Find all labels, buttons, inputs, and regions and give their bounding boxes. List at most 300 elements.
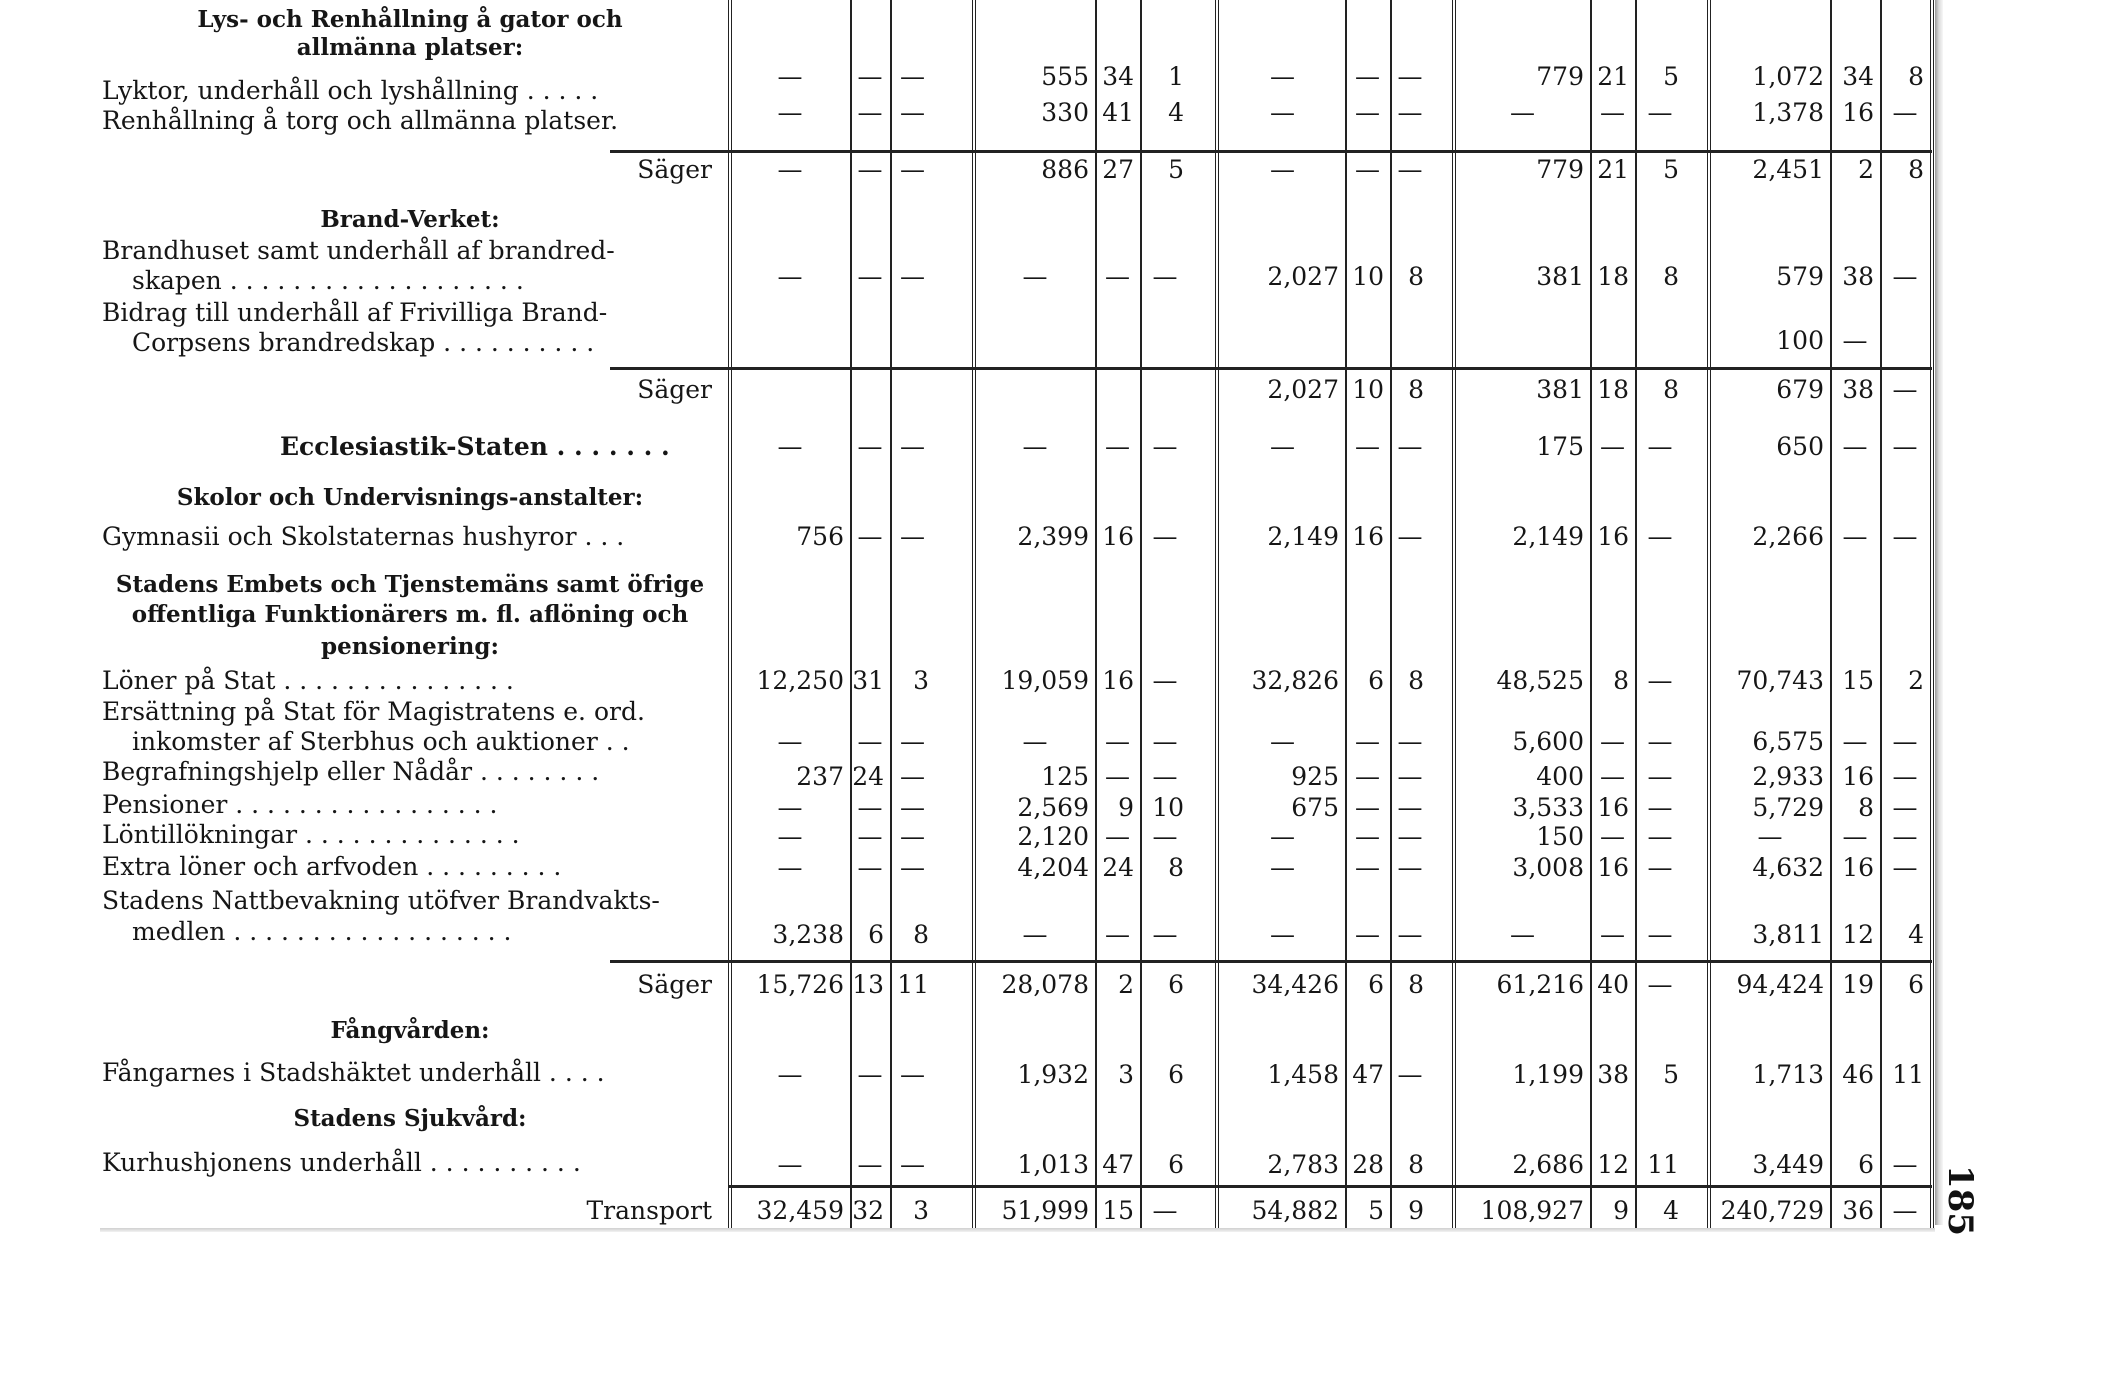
row-label: Kurhushjonens underhåll . . . . . . . . . .: [102, 1148, 581, 1177]
data-row-cell: 2,783: [1267, 1150, 1339, 1179]
row-label: Renhållning å torg och allmänna platser.: [102, 106, 619, 135]
data-row-cell: —: [1355, 793, 1380, 822]
section-heading: pensionering:: [321, 633, 499, 660]
total-row-cell: 679: [1776, 375, 1824, 404]
data-row-cell: 16: [1842, 853, 1874, 882]
data-row-cell: —: [900, 62, 925, 91]
data-row-cell: —: [1022, 432, 1048, 461]
data-row-cell: 5: [1663, 62, 1679, 91]
total-row-cell: —: [1270, 155, 1295, 184]
row-label: Gymnasii och Skolstaternas hushyror . . .: [102, 522, 625, 551]
total-row-cell: —: [777, 155, 803, 184]
data-row-cell: —: [1270, 98, 1295, 127]
data-row-cell: —: [1152, 666, 1178, 695]
data-row-cell: —: [1510, 920, 1535, 949]
data-row-cell: 400: [1536, 762, 1584, 791]
data-row-cell: —: [1892, 793, 1918, 822]
total-row-cell: —: [900, 155, 925, 184]
data-row-cell: 38: [1597, 1060, 1629, 1089]
transport-row-cell: 15: [1102, 1196, 1134, 1225]
data-row-cell: —: [1647, 762, 1673, 791]
data-row-cell: —: [1647, 432, 1673, 461]
data-row-cell: —: [1600, 822, 1625, 851]
section-heading: Brand-Verket:: [320, 206, 500, 233]
data-row-cell: 8: [1168, 853, 1184, 882]
data-row-cell: 330: [1041, 98, 1089, 127]
data-row-cell: —: [1397, 762, 1423, 791]
data-row-cell: —: [900, 432, 925, 461]
transport-row-cell: 32,459: [756, 1196, 844, 1225]
data-row-cell: —: [1647, 666, 1673, 695]
data-row-cell: —: [900, 522, 925, 551]
data-row-cell: —: [857, 727, 883, 756]
total-label: Säger: [637, 375, 712, 404]
section-rule: [610, 960, 1932, 963]
data-row-cell: —: [1892, 262, 1918, 291]
section-rule: [610, 367, 1932, 370]
transport-row-cell: 108,927: [1480, 1196, 1584, 1225]
data-row-cell: 2,149: [1267, 522, 1339, 551]
total-row-cell: 8: [1408, 970, 1424, 999]
total-row-cell: 2,451: [1752, 155, 1824, 184]
data-row-cell: 1,378: [1752, 98, 1824, 127]
row-label: Brandhuset samt underhåll af brandred-: [102, 236, 615, 265]
transport-row-cell: —: [1152, 1196, 1178, 1225]
section-rule: [728, 1185, 1932, 1188]
data-row-cell: —: [1270, 920, 1295, 949]
total-label: Säger: [637, 970, 712, 999]
paper-edge-shadow: [1935, 0, 1943, 1225]
row-label: Fångarnes i Stadshäktet underhåll . . . .: [102, 1058, 605, 1087]
total-row-cell: 13: [852, 970, 884, 999]
data-row-cell: 16: [1102, 522, 1134, 551]
data-row-cell: —: [1270, 822, 1295, 851]
data-row-cell: —: [1355, 920, 1380, 949]
row-label: medlen . . . . . . . . . . . . . . . . . .: [132, 917, 512, 946]
data-row-cell: 10: [1352, 262, 1384, 291]
total-row-cell: —: [1397, 155, 1423, 184]
total-row-cell: 27: [1102, 155, 1134, 184]
transport-label: Transport: [586, 1196, 712, 1225]
section-heading: offentliga Funktionärers m. fl. aflöning och: [131, 601, 689, 628]
transport-row-cell: 36: [1842, 1196, 1874, 1225]
total-row-cell: 38: [1842, 375, 1874, 404]
total-row-cell: —: [1355, 155, 1380, 184]
data-row-cell: 8: [1858, 793, 1874, 822]
total-row-cell: 2,027: [1267, 375, 1339, 404]
total-row-cell: 18: [1597, 375, 1629, 404]
data-row-cell: 8: [1408, 1150, 1424, 1179]
data-row-cell: —: [1152, 822, 1178, 851]
total-row-cell: 15,726: [756, 970, 844, 999]
data-row-cell: —: [1757, 822, 1783, 851]
data-row-cell: —: [777, 62, 803, 91]
total-row-cell: 6: [1368, 970, 1384, 999]
data-row-cell: 4: [1908, 920, 1924, 949]
total-row-cell: 6: [1908, 970, 1924, 999]
data-row-cell: 1,072: [1752, 62, 1824, 91]
data-row-cell: 2,027: [1267, 262, 1339, 291]
data-row-cell: —: [900, 853, 925, 882]
total-row-cell: 2: [1118, 970, 1134, 999]
data-row-cell: —: [1647, 793, 1673, 822]
total-row-cell: 34,426: [1251, 970, 1339, 999]
data-row-cell: 6: [1168, 1060, 1184, 1089]
data-row-cell: —: [1842, 522, 1868, 551]
data-row-cell: —: [857, 793, 883, 822]
data-row-cell: —: [1270, 853, 1295, 882]
data-row-cell: 34: [1102, 62, 1134, 91]
data-row-cell: —: [1355, 98, 1380, 127]
total-row-cell: 28,078: [1001, 970, 1089, 999]
data-row-cell: 6: [868, 920, 884, 949]
data-row-cell: 3,533: [1512, 793, 1584, 822]
data-row-cell: 12: [1597, 1150, 1629, 1179]
data-row-cell: 8: [1663, 262, 1679, 291]
data-row-cell: —: [900, 262, 925, 291]
transport-row-cell: 5: [1368, 1196, 1384, 1225]
data-row-cell: 5,600: [1512, 727, 1584, 756]
data-row-cell: —: [857, 822, 883, 851]
data-row-cell: 8: [1908, 62, 1924, 91]
total-row-cell: 5: [1168, 155, 1184, 184]
data-row-cell: —: [1647, 98, 1673, 127]
data-row-cell: 12,250: [756, 666, 844, 695]
data-row-cell: —: [900, 762, 925, 791]
data-row-cell: 2,933: [1752, 762, 1824, 791]
data-row-cell: 150: [1536, 822, 1584, 851]
paper-bottom-edge: [100, 1228, 1935, 1232]
data-row-cell: 24: [852, 762, 884, 791]
data-row-cell: —: [1842, 822, 1868, 851]
data-row-cell: —: [1600, 432, 1625, 461]
row-label: Ecclesiastik-Staten . . . . . . .: [280, 432, 670, 461]
row-label: Stadens Nattbevakning utöfver Brandvakts-: [102, 886, 660, 915]
data-row-cell: —: [1270, 727, 1295, 756]
data-row-cell: 579: [1776, 262, 1824, 291]
data-row-cell: 3,238: [772, 920, 844, 949]
data-row-cell: —: [1105, 920, 1130, 949]
data-row-cell: —: [777, 793, 803, 822]
data-row-cell: —: [857, 262, 883, 291]
section-heading: Stadens Embets och Tjenstemäns samt öfrige: [115, 571, 705, 598]
row-label: Löner på Stat . . . . . . . . . . . . . . .: [102, 666, 514, 695]
total-row-cell: 5: [1663, 155, 1679, 184]
data-row-cell: —: [1892, 432, 1918, 461]
data-row-cell: 8: [1613, 666, 1629, 695]
data-row-cell: —: [1397, 98, 1423, 127]
data-row-cell: 11: [1647, 1150, 1679, 1179]
data-row-cell: 2,399: [1017, 522, 1089, 551]
data-row-cell: —: [777, 1060, 803, 1089]
transport-row-cell: 4: [1663, 1196, 1679, 1225]
data-row-cell: 3: [1118, 1060, 1134, 1089]
data-row-cell: 8: [1408, 262, 1424, 291]
data-row-cell: 16: [1842, 98, 1874, 127]
data-row-cell: —: [1397, 62, 1423, 91]
total-row-cell: 21: [1597, 155, 1629, 184]
data-row-cell: 11: [1892, 1060, 1924, 1089]
data-row-cell: 3: [913, 666, 929, 695]
total-row-cell: 10: [1352, 375, 1384, 404]
data-row-cell: 100: [1776, 326, 1824, 355]
data-row-cell: 675: [1291, 793, 1339, 822]
group-double-rule: [1930, 0, 1934, 1228]
data-row-cell: 38: [1842, 262, 1874, 291]
data-row-cell: —: [900, 727, 925, 756]
transport-row-cell: 9: [1613, 1196, 1629, 1225]
data-row-cell: 125: [1041, 762, 1089, 791]
total-row-cell: 8: [1908, 155, 1924, 184]
data-row-cell: —: [1152, 522, 1178, 551]
data-row-cell: 555: [1041, 62, 1089, 91]
data-row-cell: —: [1152, 920, 1178, 949]
total-row-cell: 8: [1408, 375, 1424, 404]
data-row-cell: —: [1355, 822, 1380, 851]
data-row-cell: —: [1270, 432, 1295, 461]
data-row-cell: —: [1152, 432, 1178, 461]
data-row-cell: 16: [1102, 666, 1134, 695]
data-row-cell: 70,743: [1736, 666, 1824, 695]
row-label: Begrafningshjelp eller Nådår . . . . . . . .: [102, 757, 600, 786]
data-row-cell: 756: [796, 522, 844, 551]
data-row-cell: 4: [1168, 98, 1184, 127]
data-row-cell: 2,266: [1752, 522, 1824, 551]
data-row-cell: —: [1355, 62, 1380, 91]
data-row-cell: 31: [852, 666, 884, 695]
data-row-cell: —: [857, 62, 883, 91]
data-row-cell: —: [1397, 822, 1423, 851]
transport-row-cell: —: [1892, 1196, 1918, 1225]
section-heading: Lys- och Renhållning å gator och: [197, 6, 623, 33]
data-row-cell: —: [1355, 432, 1380, 461]
total-row-cell: 6: [1168, 970, 1184, 999]
total-row-cell: 381: [1536, 375, 1584, 404]
transport-row-cell: 32: [852, 1196, 884, 1225]
total-row-cell: 2: [1858, 155, 1874, 184]
data-row-cell: —: [1892, 98, 1918, 127]
data-row-cell: —: [1105, 432, 1130, 461]
data-row-cell: —: [1647, 920, 1673, 949]
data-row-cell: —: [1397, 1060, 1423, 1089]
data-row-cell: 12: [1842, 920, 1874, 949]
data-row-cell: —: [900, 98, 925, 127]
data-row-cell: 8: [913, 920, 929, 949]
data-row-cell: —: [1600, 762, 1625, 791]
data-row-cell: 175: [1536, 432, 1584, 461]
data-row-cell: —: [1892, 727, 1918, 756]
data-row-cell: —: [1892, 522, 1918, 551]
data-row-cell: 16: [1597, 522, 1629, 551]
row-label: inkomster af Sterbhus och auktioner . .: [132, 727, 630, 756]
data-row-cell: —: [1105, 762, 1130, 791]
data-row-cell: 2,686: [1512, 1150, 1584, 1179]
data-row-cell: —: [1022, 262, 1048, 291]
section-heading: allmänna platser:: [296, 34, 524, 61]
total-row-cell: —: [1892, 375, 1918, 404]
data-row-cell: —: [1397, 522, 1423, 551]
transport-row-cell: 54,882: [1251, 1196, 1339, 1225]
data-row-cell: 237: [796, 762, 844, 791]
data-row-cell: —: [857, 1150, 883, 1179]
data-row-cell: —: [857, 522, 883, 551]
section-heading: Stadens Sjukvård:: [293, 1105, 527, 1132]
data-row-cell: —: [1600, 98, 1625, 127]
data-row-cell: 1,932: [1017, 1060, 1089, 1089]
row-label: Löntillökningar . . . . . . . . . . . . . .: [102, 820, 520, 849]
data-row-cell: —: [900, 793, 925, 822]
data-row-cell: 3,811: [1752, 920, 1824, 949]
data-row-cell: 32,826: [1251, 666, 1339, 695]
data-row-cell: 6: [1368, 666, 1384, 695]
data-row-cell: —: [900, 1150, 925, 1179]
data-row-cell: —: [1647, 853, 1673, 882]
data-row-cell: 46: [1842, 1060, 1874, 1089]
data-row-cell: —: [1892, 1150, 1918, 1179]
data-row-cell: —: [1397, 793, 1423, 822]
transport-row-cell: 3: [913, 1196, 929, 1225]
data-row-cell: —: [1355, 762, 1380, 791]
data-row-cell: —: [1892, 853, 1918, 882]
data-row-cell: —: [1892, 822, 1918, 851]
data-row-cell: 16: [1597, 793, 1629, 822]
row-label: Lyktor, underhåll och lyshållning . . . . .: [102, 76, 599, 105]
data-row-cell: —: [1152, 727, 1178, 756]
total-row-cell: 11: [897, 970, 929, 999]
data-row-cell: —: [1397, 432, 1423, 461]
data-row-cell: —: [857, 853, 883, 882]
data-row-cell: 41: [1102, 98, 1134, 127]
data-row-cell: —: [777, 262, 803, 291]
data-row-cell: 4,632: [1752, 853, 1824, 882]
data-row-cell: —: [1647, 522, 1673, 551]
data-row-cell: 381: [1536, 262, 1584, 291]
transport-row-cell: 240,729: [1720, 1196, 1824, 1225]
data-row-cell: 16: [1352, 522, 1384, 551]
total-row-cell: 19: [1842, 970, 1874, 999]
group-double-rule: [1215, 0, 1219, 1228]
data-row-cell: —: [1152, 762, 1178, 791]
total-row-cell: 94,424: [1736, 970, 1824, 999]
data-row-cell: —: [1105, 727, 1130, 756]
data-row-cell: 24: [1102, 853, 1134, 882]
data-row-cell: —: [900, 1060, 925, 1089]
row-label: Ersättning på Stat för Magistratens e. ord.: [102, 697, 645, 726]
row-label: Corpsens brandredskap . . . . . . . . . .: [132, 328, 595, 357]
data-row-cell: —: [900, 822, 925, 851]
data-row-cell: —: [857, 1060, 883, 1089]
data-row-cell: —: [1022, 727, 1048, 756]
data-row-cell: 4,204: [1017, 853, 1089, 882]
total-row-cell: —: [1647, 970, 1673, 999]
data-row-cell: —: [1600, 727, 1625, 756]
section-heading: Skolor och Undervisnings-anstalter:: [176, 484, 644, 511]
data-row-cell: 1,013: [1017, 1150, 1089, 1179]
data-row-cell: 5,729: [1752, 793, 1824, 822]
data-row-cell: —: [1355, 853, 1380, 882]
data-row-cell: 779: [1536, 62, 1584, 91]
total-row-cell: —: [857, 155, 883, 184]
data-row-cell: 650: [1776, 432, 1824, 461]
data-row-cell: 925: [1291, 762, 1339, 791]
data-row-cell: 34: [1842, 62, 1874, 91]
data-row-cell: —: [1647, 727, 1673, 756]
data-row-cell: —: [1105, 822, 1130, 851]
data-row-cell: 47: [1352, 1060, 1384, 1089]
data-row-cell: —: [777, 1150, 803, 1179]
data-row-cell: —: [1510, 98, 1535, 127]
data-row-cell: 6: [1858, 1150, 1874, 1179]
transport-row-cell: 9: [1408, 1196, 1424, 1225]
transport-row-cell: 51,999: [1001, 1196, 1089, 1225]
section-heading: Fångvården:: [330, 1017, 490, 1044]
data-row-cell: 48,525: [1496, 666, 1584, 695]
data-row-cell: 1: [1168, 62, 1184, 91]
data-row-cell: 5: [1663, 1060, 1679, 1089]
data-row-cell: 21: [1597, 62, 1629, 91]
data-row-cell: 1,713: [1752, 1060, 1824, 1089]
data-row-cell: 18: [1597, 262, 1629, 291]
data-row-cell: 16: [1842, 762, 1874, 791]
data-row-cell: —: [1842, 727, 1868, 756]
data-row-cell: —: [1355, 727, 1380, 756]
row-label: Bidrag till underhåll af Frivilliga Brand-: [102, 298, 608, 327]
data-row-cell: 2,569: [1017, 793, 1089, 822]
data-row-cell: —: [1152, 262, 1178, 291]
total-row-cell: 886: [1041, 155, 1089, 184]
data-row-cell: —: [777, 822, 803, 851]
row-label: Pensioner . . . . . . . . . . . . . . . . .: [102, 790, 498, 819]
data-row-cell: 15: [1842, 666, 1874, 695]
data-row-cell: —: [777, 432, 803, 461]
data-row-cell: —: [1842, 326, 1868, 355]
data-row-cell: 16: [1597, 853, 1629, 882]
data-row-cell: —: [1270, 62, 1295, 91]
data-row-cell: 2,149: [1512, 522, 1584, 551]
data-row-cell: —: [777, 853, 803, 882]
total-row-cell: 61,216: [1496, 970, 1584, 999]
data-row-cell: —: [1600, 920, 1625, 949]
data-row-cell: —: [857, 98, 883, 127]
data-row-cell: 10: [1152, 793, 1184, 822]
total-label: Säger: [637, 155, 712, 184]
data-row-cell: 1,199: [1512, 1060, 1584, 1089]
data-row-cell: —: [1892, 762, 1918, 791]
total-row-cell: 8: [1663, 375, 1679, 404]
data-row-cell: 9: [1118, 793, 1134, 822]
total-row-cell: 40: [1597, 970, 1629, 999]
data-row-cell: —: [1842, 432, 1868, 461]
data-row-cell: 1,458: [1267, 1060, 1339, 1089]
data-row-cell: 2,120: [1017, 822, 1089, 851]
data-row-cell: 2: [1908, 666, 1924, 695]
total-row-cell: 779: [1536, 155, 1584, 184]
data-row-cell: —: [1397, 853, 1423, 882]
data-row-cell: 6,575: [1752, 727, 1824, 756]
row-label: skapen . . . . . . . . . . . . . . . . . . .: [132, 266, 524, 295]
data-row-cell: 6: [1168, 1150, 1184, 1179]
data-row-cell: 3,008: [1512, 853, 1584, 882]
data-row-cell: —: [857, 432, 883, 461]
data-row-cell: 3,449: [1752, 1150, 1824, 1179]
data-row-cell: —: [1647, 822, 1673, 851]
data-row-cell: —: [1105, 262, 1130, 291]
row-label: Extra löner och arfvoden . . . . . . . . .: [102, 852, 562, 881]
data-row-cell: 19,059: [1001, 666, 1089, 695]
page-number: 185: [1940, 1165, 1980, 1236]
data-row-cell: —: [1022, 920, 1048, 949]
section-rule: [610, 150, 1932, 153]
